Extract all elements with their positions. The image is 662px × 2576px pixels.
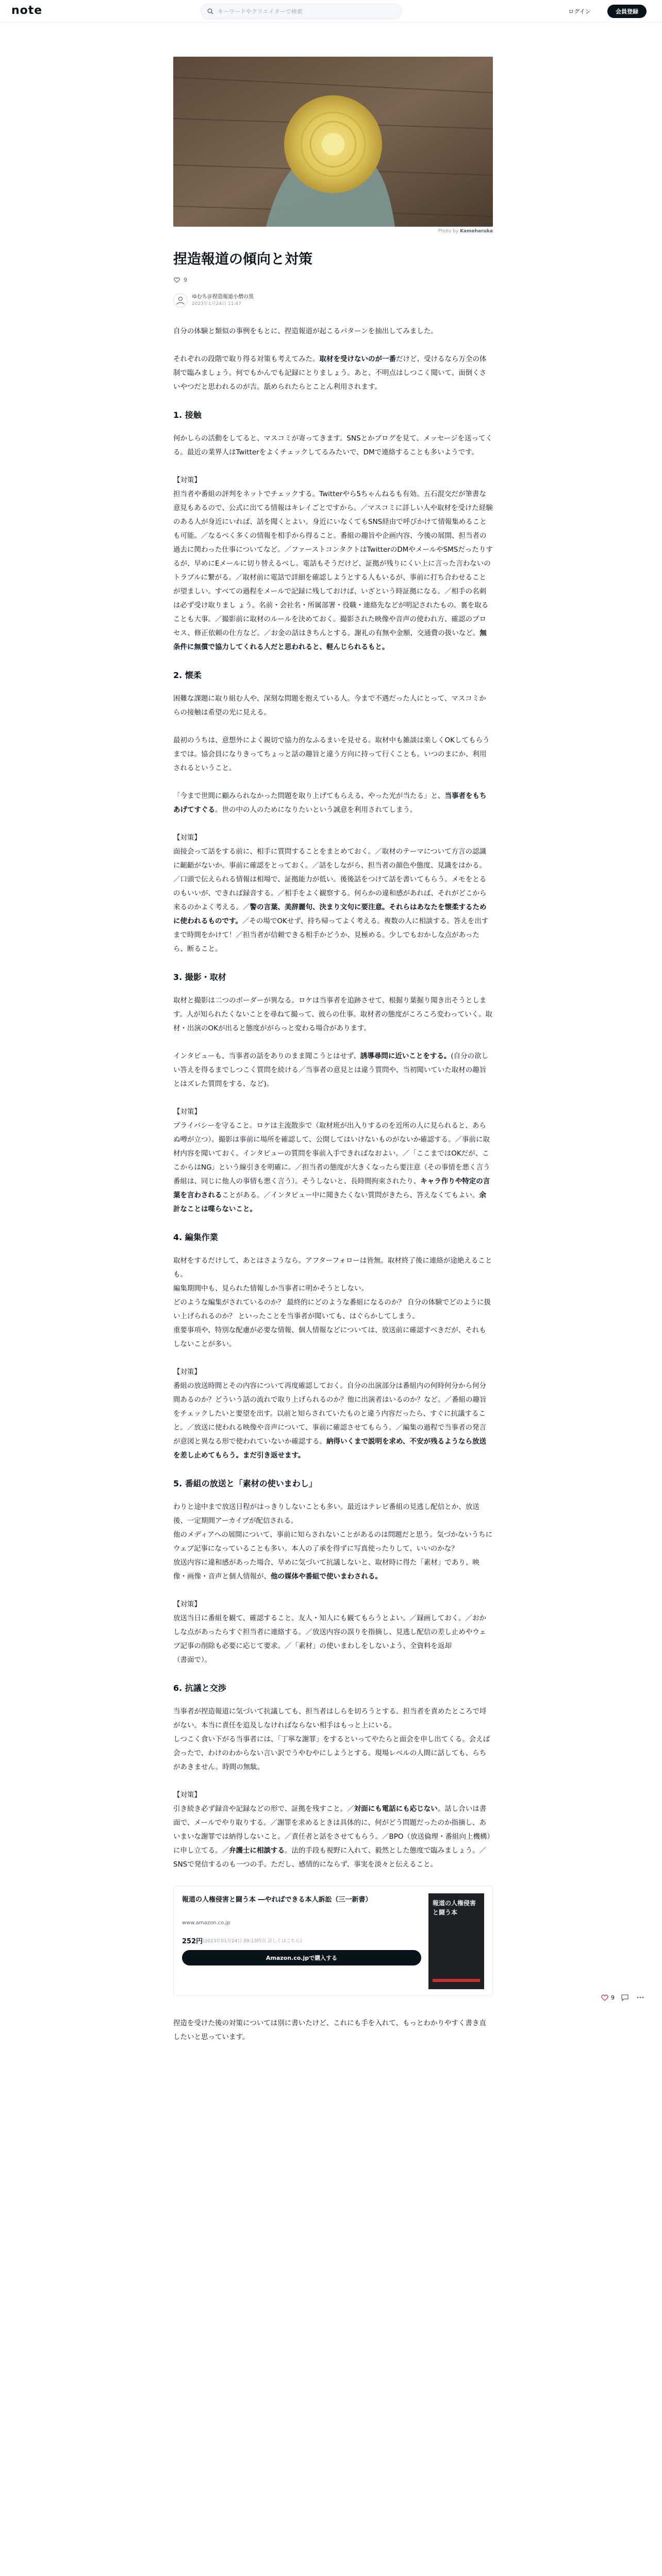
photo-credit-name[interactable]: Kameharuka [460,229,493,234]
body-paragraph [173,473,493,654]
embed-title[interactable]: 報道の人権侵害と闘う本 ―やればできる本人訴訟（三一新書） [182,1896,372,1904]
embed-price-note: (2023年01月24日 09:13時点 詳しくはこちら) [203,1939,302,1944]
body-paragraph [173,1049,493,1091]
paragraph-text: 2. 懐柔 [173,670,202,680]
author-name[interactable]: ゆむち＠捏造報道小僧の黒 [192,294,254,300]
emphasis-text: 納得いくまで説明を求め、不安が残るようなら放送を差し止めてもらう。まだ引き返せます。 [173,1437,486,1460]
body-paragraph [173,1254,493,1351]
book-cover[interactable] [428,1893,484,1989]
paragraph-text: 【対策】 面接会って話をする前に、相手に質問することをまとめておく。／取材のテーマについて方言の認識に齟齬がないか。事前に確認をとっておく。／話をしながら、担当者の顔色や態度、見識をはかる。／口頭で伝えられる情報は相場で、証拠能力が低い。後後話をつけて話を書いてもらう。メモをとるのもいいが、できれば録音する。／相手をよく観察する。何らかの違和感があれば、それがどこから来るのかよく考える。／ [173,834,487,911]
emphasis-text: 誘導尋問に近いことをする。 [360,1052,451,1060]
body-paragraph [173,325,493,338]
paragraph-text: 【対策】 引き続き必ず録音や記録などの形で、証拠を残すこと。／ [173,1791,354,1813]
emphasis-text: 無条件に無償で協力してくれる人だと思われると、軽んじられるもと。 [173,629,487,651]
paragraph-text: 1. 接触 [173,410,202,420]
paragraph-text: 3. 撮影・取材 [173,972,226,982]
emphasis-text: 弁護士に相談する [229,1846,285,1855]
emphasis-text: 当事者をもちあげてすぐる [173,792,487,814]
paragraph-text: (自分の欲しい答えを得るまでしつこく質問を続ける／当事者の意見とは違う質問や、当初聞いていた取材の趣旨とはズレた質問をする、など)。 [173,1052,489,1088]
like-count: 9 [184,276,187,283]
book-cover-stripe [433,1979,480,1982]
note-logo[interactable]: note [11,4,43,17]
paragraph-text: 【対策】 担当者や番組の評判をネットでチェックする。Twitterやら5ちゃんねるも有効。五石混交だが筆書な意見もあるので、公式に出てる情報はキレイごとですから。／マスコミに詳しい人や取材を受けた経験のある人が身近にいれば、話を聞くとよい。身近にいなくてもSNS経由で呼びかけて情報集めることも可能。／なるべく多くの情報を相手から得ること。番組の趣旨や企画内容、今後の展開、担当者の過去に関わった仕事についてなど。／ファーストコンタクトはTwitterのDMやメールやSMSだったりするが、早めにEメールに切り替えるべし。電話もそうだけど、証拠が残りにくい上に言った言わないのトラブルに繋がる。／取材前に電話で詳細を確認しようとする人もいるが、事前に打ち合わせることが望ましい。すべての過程をメールで記録に残しておけば、いざという時証拠になる。／相手の名刺は必ず受け取りまし ょう。名前・会社名・所属部署・役職・連絡先などが明記されたもの。裏を取ることも大事。／撮影前に取材のルールを決めておく。撮影された映像や音声の使われ方、確認のプロセス、修正依頼の仕方など。／お金の話はきちんとする。謝礼の有無や金額、交通費の扱いなど。 [173,476,493,637]
search-placeholder: キーワードやクリエイターで検索 [218,8,303,15]
paragraph-text: ／その場でOKせず、持ち帰ってよく考える。複数の人に相談する。答えを出すまで時間をかけて！／担当者が信頼できる相手かどうか、見極める。少しでもおかしな点があったら、断ること。 [173,917,489,953]
login-button[interactable]: ログイン [568,8,591,15]
paragraph-text: 取材と撮影は二つのボーダーが異なる。ロケは当事者を追跡させて、根掘り葉掘り聞き出そうとします。人が知られたくないことを尋ねて撮って、彼らの仕事。取材者の態度がころころ変わっていく。取材・出演のOKが出ると態度ががらっと変わる場合があります。 [173,996,492,1032]
like-row[interactable] [173,275,493,284]
closing-paragraph: 捏造を受けた後の対策については別に書いたけど、これにも手を入れて、もっとわかりやすく書き直したいと思っています。 [173,2019,486,2041]
comment-icon[interactable] [621,1993,629,2002]
paragraph-text: 取材をするだけして、あとはさようなら。アフターフォローは皆無。取材終了後に連絡が途絶えることも。 編集期間中も、見られた情報しか当事者に明かそうとしない。 どのような編集がされているのか？ 最終的にどのような番組になるのか？ 自分の体験でどのように扱い上げられるのか？ といったことを当事者が聞いても、はぐらかしてしまう。 重要事項や、特別な配慮が必要な情報、個人情報などについては、放送前に確認すべきだが、それもしないことが多い。 [173,1257,492,1348]
paragraph-text: 【対策】 放送当日に番組を観て、確認すること。友人・知人にも観てもらうとよい。／録画しておく。／おかしな点があったらすぐ担当者に連絡する。／放送内容の誤りを指摘し、見逃し配信の差し止めやウェブ記事の削除も必要に応じて要求。／「素材」の使いまわしをしないよう、全資料を返却 （書面で）。 [173,1600,486,1664]
body-paragraph [173,734,493,775]
paragraph-text: 自分の体験と類似の事例をもとに、捏造報道が起こるパターンを抽出してみました。 [173,327,438,335]
body-paragraph [173,692,493,720]
article-body [173,325,493,1872]
paragraph-text: 6. 抗議と交渉 [173,1683,226,1693]
hero-photo [173,57,493,227]
body-paragraph [173,432,493,460]
paragraph-text: 5. 番組の放送と「素材の使いまわし」 [173,1479,317,1488]
floating-like-count: 9 [611,1994,615,2001]
emphasis-text: 取材を受けないのが一番 [319,355,396,363]
section-heading [173,970,493,984]
body-paragraph [173,1500,493,1584]
paragraph-text: 【対策】 プライバシーを守ること。ロケは主流散歩で（取材班が出入りするのを近所の人に見られると、あらぬ噂が立つ）。撮影は事前に場所を確認して、公開してはいけないものがないか確認する。／事前に取材内容を聞いておく。インタビューの質問を事前入手できればなおよい。／「ここまではOKだが、ここからはNG」という線引きを明確に。／担当者の態度が大きくなったら要注意（その事情を悪く言う番組は、同じに他人の事情も悪く言う）。そうしないと、長時間拘束されたり、 [173,1108,490,1185]
paragraph-text: ことがある。／インタビュー中に聞きたくない質問がきたら、答えなくてもよい。 [222,1191,479,1199]
emphasis-text: キャラ作りや特定の言葉を言わされる [173,1177,490,1199]
body-paragraph [173,994,493,1036]
embed-price: 252円 [182,1938,203,1945]
paragraph-text: 。話し合いは書面で、メールでやり取りする。／謝罪を求めるときは具体的に、何がどう問題だったのか指摘し、あいまいな謝罪では納得しないこと。／責任者と話をさせてもらう。／BPO（放送倫理・番組向上機構）に申し立てる。／ [173,1805,491,1855]
emphasis-text: 余計なことは喋らないこと。 [173,1191,486,1213]
body-paragraph [173,1788,493,1872]
book-cover-title: 報道の人権侵害と闘う本 [433,1900,476,1916]
search-bar[interactable] [201,4,402,19]
section-heading [173,1681,493,1695]
section-heading [173,668,493,682]
body-paragraph [173,1105,493,1216]
photo-credit [173,229,493,236]
floating-actions [601,1992,644,2003]
paragraph-text: 「今まで世間に顧みられなかった問題を取り上げてもらえる、やった光が当たる」と、 [173,792,445,800]
avatar-icon [176,296,185,305]
paragraph-text: 困難な課題に取り組む人や、深刻な問題を抱えている人。今まで不遇だった人にとって、マスコミからの接触は希望の光に見える。 [173,694,486,717]
emphasis-text: 対面にも電話にも応じない [354,1805,438,1813]
emphasis-text: 他の媒体や番組で使いまわされる。 [271,1572,382,1581]
site-header [0,0,662,23]
embed-domain: www.amazon.co.jp [182,1920,230,1926]
amazon-buy-button[interactable]: Amazon.co.jpで購入する [182,1950,421,1965]
article [173,57,493,2044]
hero-image [173,57,493,227]
product-embed-card[interactable] [173,1886,493,1996]
body-paragraph [173,789,493,817]
section-heading [173,408,493,422]
article-title: 捏造報道の傾向と対策 [173,251,312,267]
emphasis-text: 警の言葉、美辞麗句、決まり文句に要注意。それらはあなたを懐柔するために使われるものです。 [173,903,487,925]
paragraph-text: それぞれの段階で取り得る対策も考えてみた。 [173,355,320,363]
body-paragraph [173,1598,493,1667]
paragraph-text: 。世の中の人のためになりたいという誠意を利用されてしまう。 [215,806,417,814]
paragraph-text: 【対策】 番組の放送時間とその内容について再度確認しておく。自分の出演部分は番組内の何時何分から何分間あるのか？どういう話の流れで取り上げられるのか？他に出演者はいるのか？など。／番組の趣旨をチェックしたいと要望を出す。以前と知らされていたものと違う内容だったら、すぐに抗議すること。／放送に使われる映像や音声について、事前に確認させてもらう。／編集の過程で当事者の発言が意図と異なる形で使われていないか確認する。 [173,1368,487,1446]
photo-credit-prefix: Photo by [438,229,459,234]
body-paragraph [173,352,493,394]
paragraph-text: インタビューも、当事者の話をありのまま聞こうとはせず、 [173,1052,360,1060]
paragraph-text: 何かしらの活動をしてると、マスコミが寄ってきます。SNSとかブログを見て、メッセージを送ってくる。最近の業界人はTwitterをよくチェックしてるみたいで、DMで連絡することも多いようです。 [173,434,493,456]
heart-icon[interactable] [173,276,180,283]
avatar[interactable] [173,293,188,308]
body-paragraph [173,1365,493,1463]
signup-button[interactable]: 会員登録 [607,5,647,18]
author-block[interactable] [173,293,493,308]
section-heading [173,1230,493,1244]
paragraph-text: 4. 編集作業 [173,1232,218,1242]
body-paragraph [173,831,493,956]
publish-date: 2023年1月24日 11:47 [192,301,241,307]
section-heading [173,1477,493,1490]
paragraph-text: だけど、受けるなら万全の体制で臨みましょう。何でもかんでも記録にとりましょう。あと、不明点はしつこく聞いて、面倒くさいやつだと思われるのが吉。舐められたらとことん利用されます。 [173,355,487,391]
search-icon [207,8,213,14]
paragraph-text: 最初のうちは、意想外によく親切で協力的なふるまいを見せる。取材中も雑談は楽しくOKしてもらうまでは。協会員になりきってちょっと話の趣旨と違う方向に持って行くことも。いつのまにか、利用されるということ。 [173,736,490,772]
paragraph-text: 当事者が捏造報道に気づいて抗議しても、担当者はしらを切ろうとする。担当者を責めたところで埒がない。本当に責任を追及しなければならない相手はもっと上にいる。 しつこく食い下がる当事者には、「丁寧な謝罪」をするといってやたらと面会を申し出てくる。会えば会ったで、わけのわからない言い訳でうやむやにしようとする。現場レベルの人間に話しても、らちがあきません。時間の無駄。 [173,1707,490,1771]
heart-icon[interactable] [601,1993,609,2002]
body-paragraph [173,1705,493,1774]
more-icon[interactable] [636,1993,644,2002]
paragraph-text: 。法的手段も視野に入れて、毅然とした態度で臨みましょう。／SNSで発信するのも一つの手。ただし、感情的にならず、事実を淡々と伝えること。 [173,1846,487,1869]
paragraph-text: わりと途中まで放送日程がはっきりしないことも多い。最近はテレビ番組の見逃し配信とか、放送後、一定期間アーカイブが配信される。 他のメディアへの展開について、事前に知らされないことがあるのは問題だと思う。気づかないうちにウェブ記事になっていることも多い。本人の了承を得ずに写真使ったりして、いいのかな？ 放送内容に違和感があった場合、早めに気づいて抗議しないと、取材時に得た「素材」であり、映像・画像・音声と個人情報が、 [173,1503,493,1581]
